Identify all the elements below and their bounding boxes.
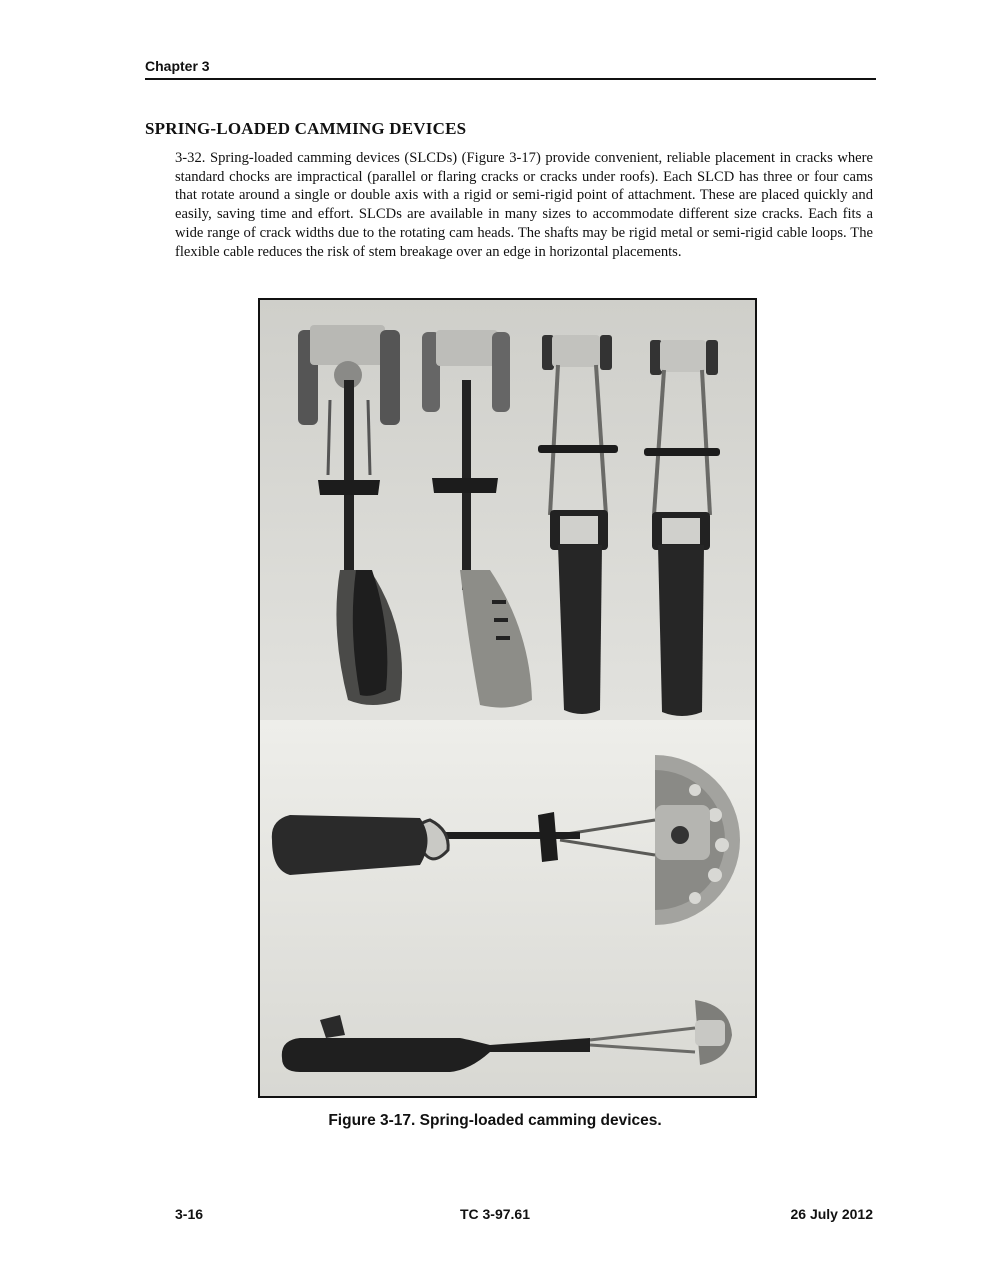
paragraph-3-32: 3-32. Spring-loaded camming devices (SLCDs) (Figure 3-17) provide convenient, reliable placement in cracks where standard chocks are impractical (parallel or flaring cracks or cracks under roofs). Each SLCD has three or four cams that rotate around a single or double axis with a rigid or semi-rigid point of attachment. These are placed quickly and easily, saving time and effort. SLCDs are available in many sizes to accommodate different size cracks. Each fits a wide range of crack widths due to the rotating cam heads. The shafts may be rigid metal or semi-rigid cable loops. The flexible cable reduces the risk of stem breakage over an edge in horizontal placements. (175, 150, 873, 260)
chapter-label: Chapter 3 (145, 58, 210, 74)
running-header (145, 58, 876, 80)
publication-date: 26 July 2012 (790, 1206, 873, 1222)
document-id: TC 3-97.61 (459, 1206, 531, 1222)
figure-photo (258, 298, 757, 1098)
page-number: 3-16 (175, 1206, 204, 1222)
figure-caption: Figure 3-17. Spring-loaded camming devices. (328, 1112, 662, 1129)
heading-text: SPRING-LOADED CAMMING DEVICES (145, 119, 467, 138)
section-heading (145, 119, 466, 139)
